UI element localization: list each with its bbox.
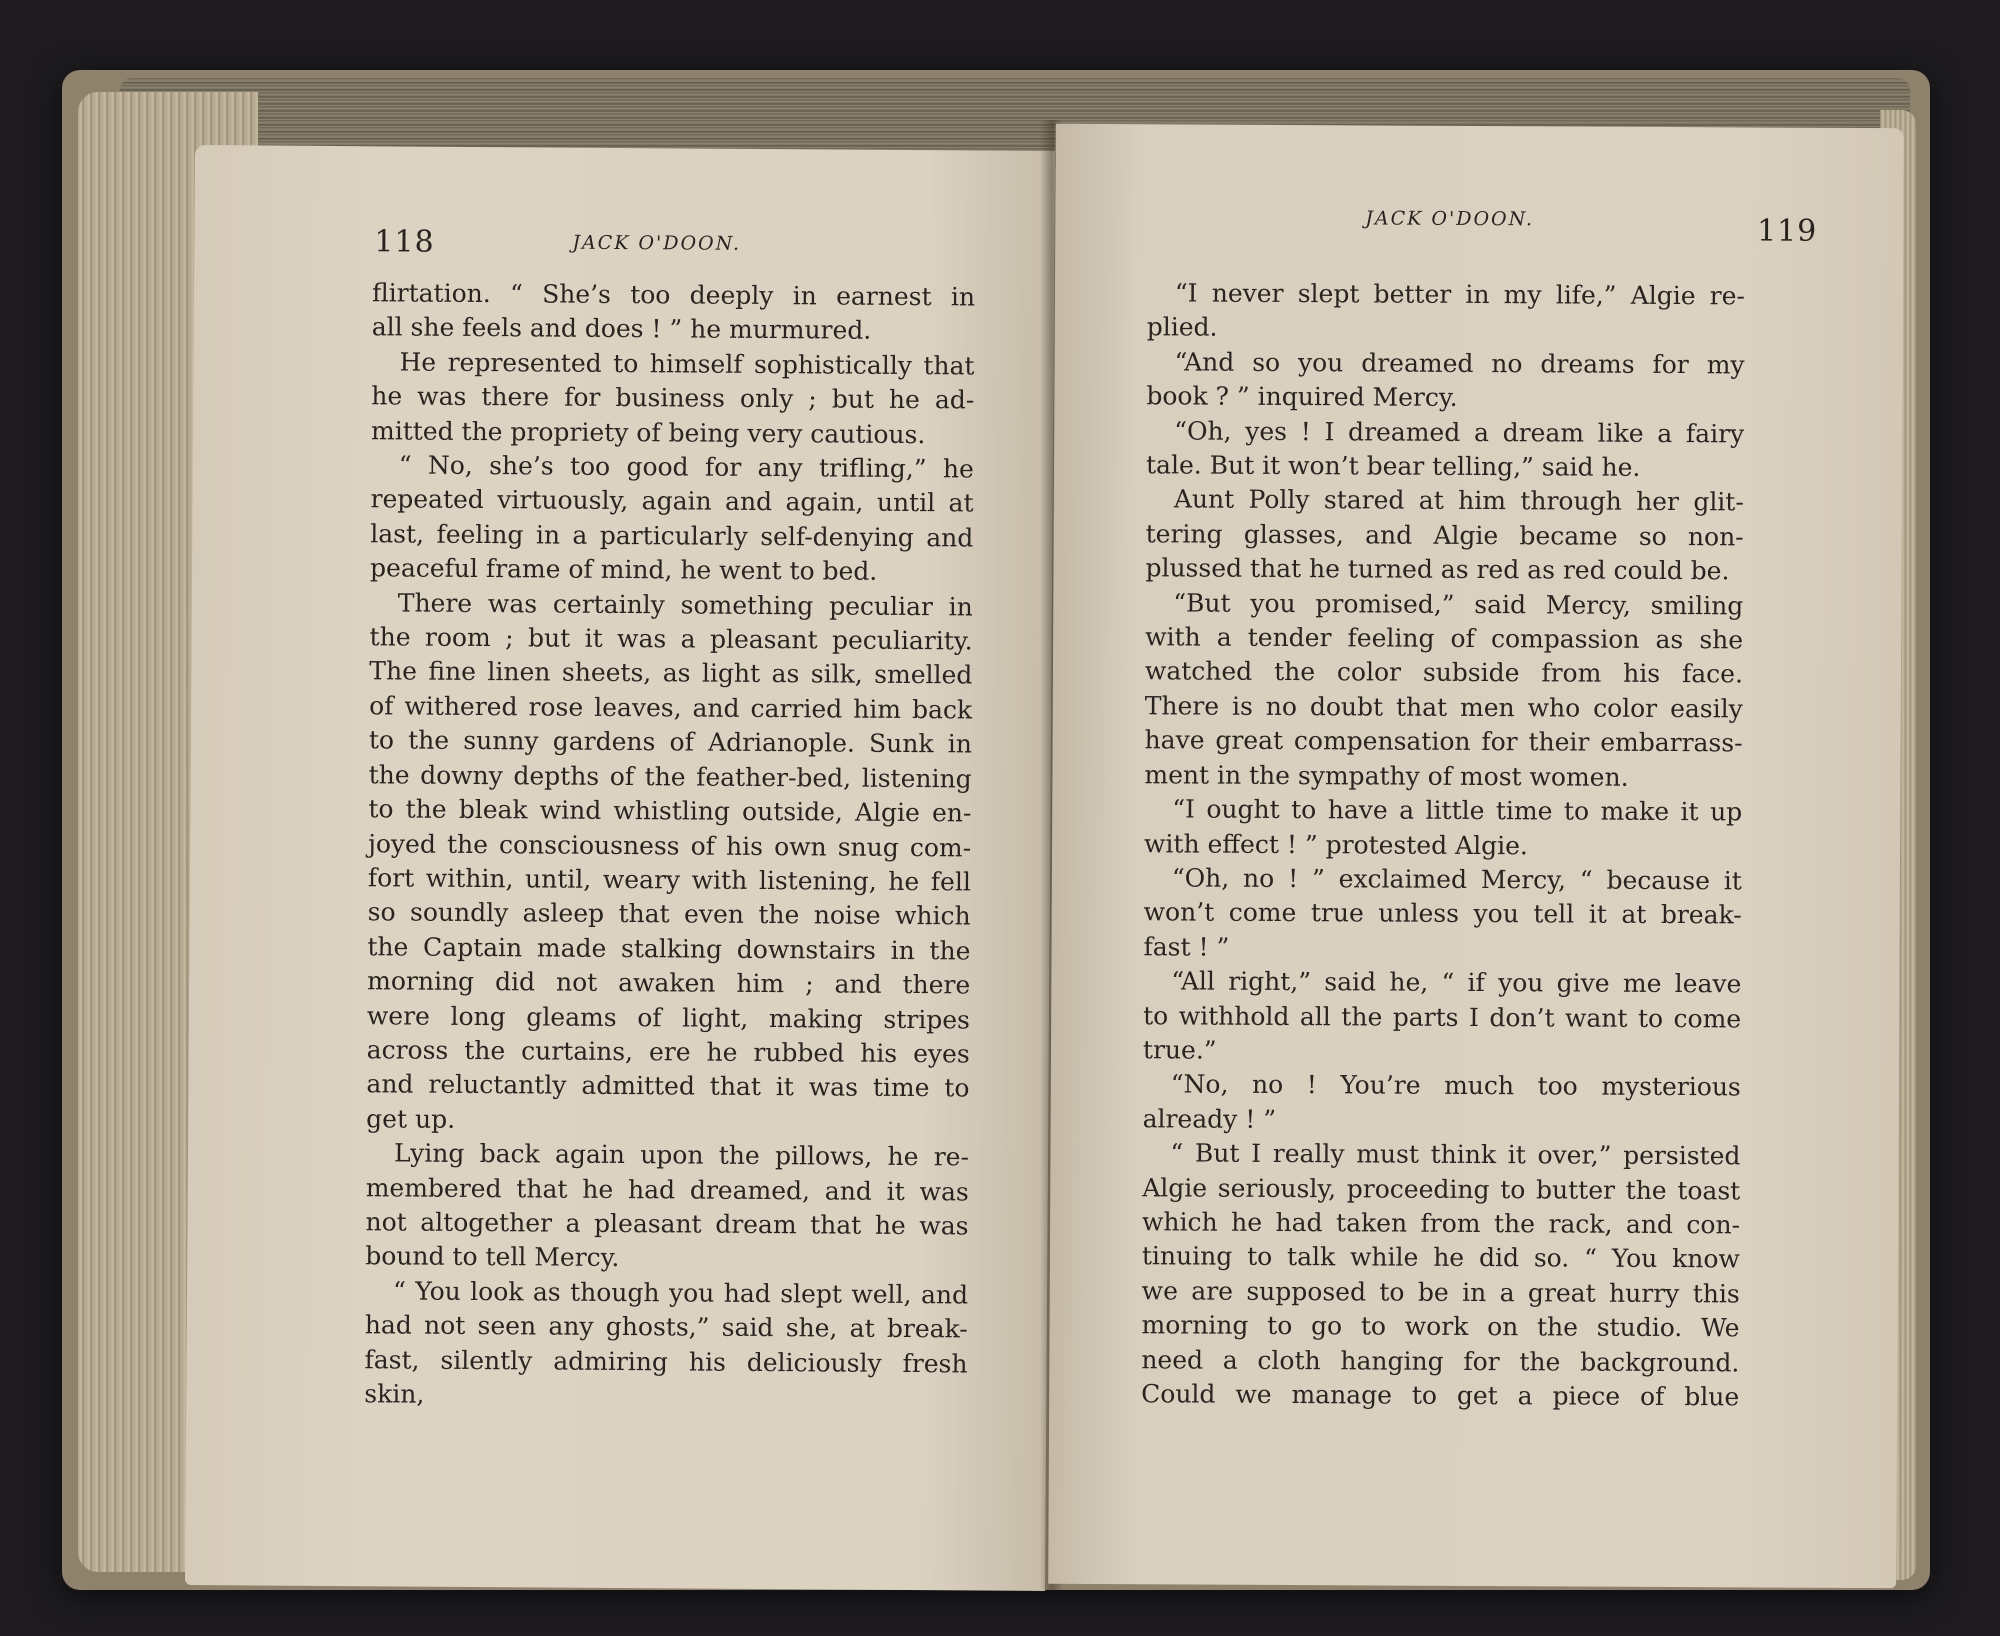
text-line: to the bleak wind whistling outside, Algie en- (368, 794, 972, 828)
text-line: fast ! ” (1143, 931, 1230, 962)
text-line: to withhold all the parts I don’t want to come (1143, 1000, 1742, 1033)
text-line: “And so you dreamed no dreams for my (1174, 347, 1745, 380)
text-line: he was there for business only ; but he ad- (371, 381, 975, 415)
text-line: last, feeling in a particularly self-denying and (370, 519, 974, 553)
text-line: Aunt Polly stared at him through her glit- (1173, 484, 1744, 517)
text-line: There was certainly something peculiar in (397, 588, 973, 622)
text-line: so soundly asleep that even the noise which (367, 897, 971, 931)
text-line: have great compensation for their embarrass- (1144, 725, 1743, 758)
right-page-body (1141, 276, 1745, 1415)
text-line: the room ; but it was a pleasant peculiarity. (369, 622, 973, 656)
text-line: There is no doubt that men who color easily (1144, 691, 1743, 724)
text-line: of withered rose leaves, and carried him back (369, 691, 973, 725)
text-line: joyed the consciousness of his own snug com- (368, 828, 972, 862)
page-number: 118 (374, 224, 435, 260)
text-line: which he had taken from the rack, and con- (1142, 1207, 1741, 1240)
text-line: won’t come true unless you tell it at break- (1143, 897, 1742, 930)
text-line: He represented to himself sophistically that (399, 347, 975, 381)
text-line: “ No, she’s too good for any trifling,” he (398, 450, 974, 484)
left-page (185, 145, 1055, 1591)
text-line: we are supposed to be in a great hurry this (1141, 1276, 1740, 1309)
text-line: need a cloth hanging for the background. (1141, 1344, 1740, 1377)
text-line: “I never slept better in my life,” Algie re- (1174, 278, 1746, 311)
right-page (1048, 124, 1904, 1588)
left-page-header (194, 223, 1054, 269)
text-line: get up. (366, 1103, 456, 1134)
text-line: flirtation. “ She’s too deeply in earnest in (371, 278, 976, 312)
page-number: 119 (1756, 213, 1818, 249)
text-line: morning to go to work on the studio. We (1141, 1310, 1740, 1343)
text-line: to the sunny gardens of Adrianople. Sunk in (368, 725, 972, 759)
text-line: “I ought to have a little time to make it up (1172, 794, 1743, 827)
text-line: bound to tell Mercy. (365, 1241, 620, 1273)
text-line: “No, no ! You’re much too mysterious (1170, 1069, 1741, 1102)
text-line: fort within, until, weary with listening, he fell (367, 863, 972, 897)
text-line: The fine linen sheets, as light as silk, smelled (369, 656, 973, 690)
text-line: plussed that he turned as red as red could be. (1145, 553, 1730, 586)
text-line: all she feels and does ! ” he murmured. (371, 312, 872, 346)
text-line: Algie seriously, proceeding to butter the toast (1142, 1172, 1741, 1205)
text-line: the Captain made stalking downstairs in the (367, 931, 971, 966)
text-line: plied. (1146, 312, 1218, 343)
text-line: were long gleams of light, making stripes (366, 1000, 971, 1034)
text-line: true.” (1142, 1035, 1217, 1065)
text-line: watched the color subside from his face. (1144, 656, 1744, 689)
text-line: “ You look as though you had slept well, and (392, 1276, 969, 1310)
text-line: already ! ” (1142, 1104, 1277, 1134)
text-line: tering glasses, and Algie became so non- (1145, 519, 1744, 552)
left-page-body (364, 276, 975, 1416)
text-line: had not seen any ghosts,” said she, at break- (364, 1310, 968, 1344)
text-line: Lying back again upon the pillows, he re- (393, 1138, 970, 1172)
running-title: JACK O'DOON. (572, 231, 742, 255)
text-line: “All right,” said he, “ if you give me leave (1171, 966, 1742, 999)
text-line: with effect ! ” protested Algie. (1143, 828, 1528, 860)
text-line: membered that he had dreamed, and it was (365, 1172, 969, 1207)
text-line: fast, silently admiring his deliciously fresh (364, 1344, 968, 1379)
text-line: tale. But it won’t bear telling,” said he. (1145, 450, 1641, 482)
text-line: with a tender feeling of compassion as she (1145, 622, 1744, 655)
text-line: the downy depths of the feather-bed, listening (368, 759, 972, 794)
text-line: peaceful frame of mind, he went to bed. (369, 553, 878, 587)
text-line: “ But I really must think it over,” persisted (1170, 1138, 1741, 1171)
running-title: JACK O'DOON. (1365, 207, 1535, 231)
text-line: ment in the sympathy of most women. (1144, 759, 1629, 792)
text-line: “Oh, yes ! I dreamed a dream like a fairy (1174, 416, 1745, 449)
text-line: morning did not awaken him ; and there (367, 966, 971, 1000)
text-line: across the curtains, ere he rubbed his eyes (366, 1035, 970, 1069)
text-line: “But you promised,” said Mercy, smiling (1173, 588, 1744, 621)
text-line: and reluctantly admitted that it was time to (366, 1069, 970, 1103)
text-line: Could we manage to get a piece of blue (1141, 1379, 1740, 1412)
text-line: book ? ” inquired Mercy. (1146, 381, 1458, 413)
text-line: skin, (364, 1379, 425, 1409)
text-line: tinuing to talk while he did so. “ You know (1141, 1241, 1740, 1274)
text-line: mitted the propriety of being very cautious. (370, 415, 926, 449)
text-line: repeated virtuously, again and again, until at (370, 484, 974, 518)
right-page-header (1055, 202, 1903, 249)
text-line: not altogether a pleasant dream that he was (365, 1207, 969, 1241)
text-line: “Oh, no ! ” exclaimed Mercy, “ because it (1171, 863, 1742, 896)
